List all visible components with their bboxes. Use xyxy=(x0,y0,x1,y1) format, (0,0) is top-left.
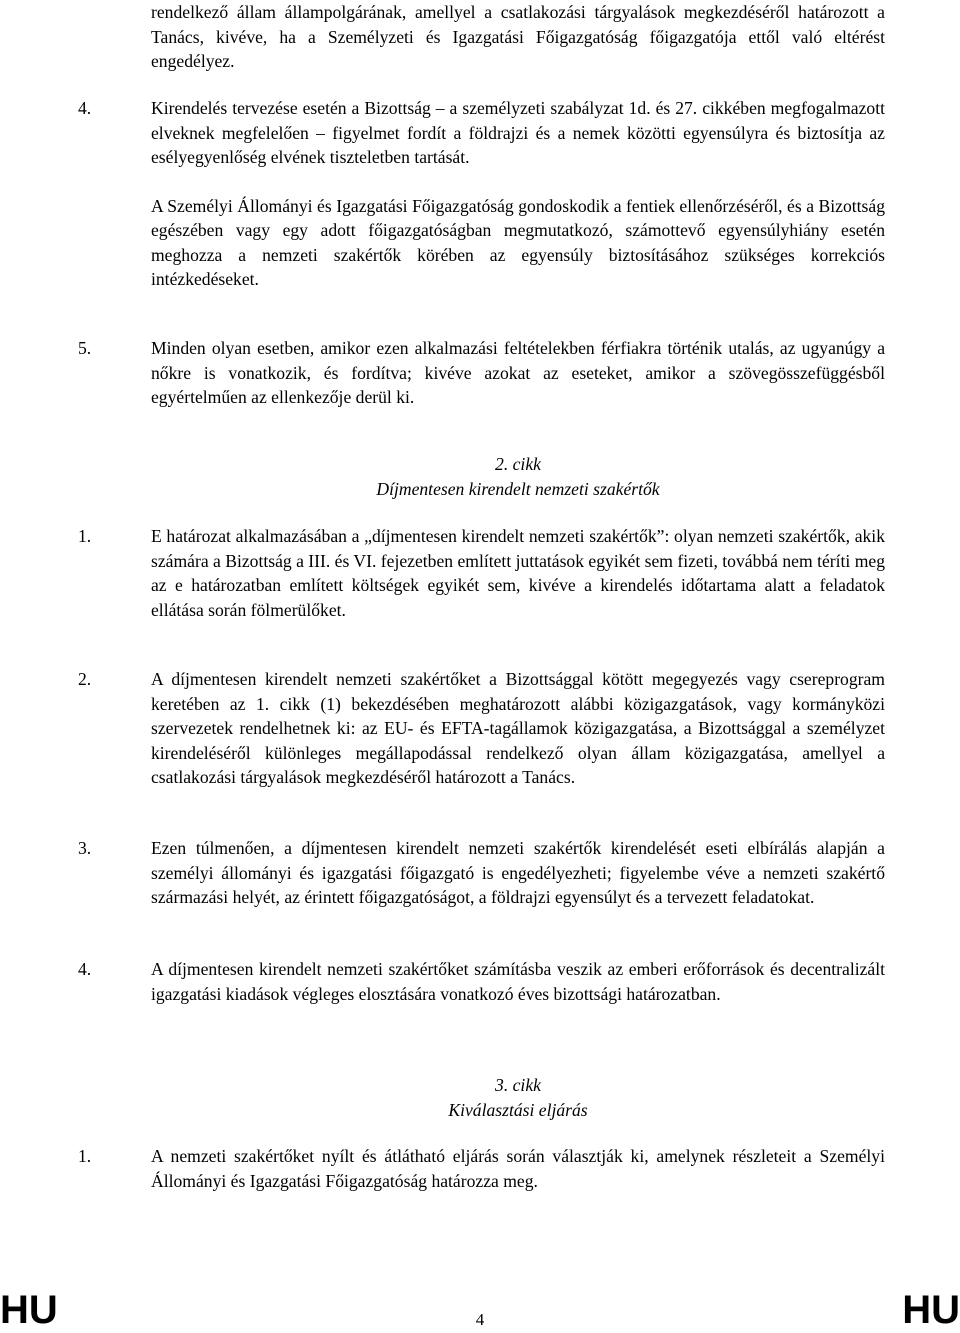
article2-point3 xyxy=(78,836,885,910)
article3-subtitle: Kiválasztási eljárás xyxy=(448,1099,588,1120)
article2-point4 xyxy=(78,957,885,1006)
article3-heading xyxy=(78,1073,885,1122)
article2-point2 xyxy=(78,667,885,790)
footer-language-right: HU xyxy=(902,1288,960,1332)
intro-text: rendelkező állam állampolgárának, amellyel a csatlakozási tárgyalások megkezdéséről határozott a Tanács, kivéve, ha a Személyzeti és Igazgatási Főigazgatóság főigazgatója ettől való eltérést engedélyez. xyxy=(151,2,885,71)
page-number: 4 xyxy=(475,1310,485,1329)
point-number: 2. xyxy=(78,669,92,689)
point-text: A nemzeti szakértőket nyílt és átlátható eljárás során választják ki, amelynek részleteit a Személyi Állományi és Igazgatási Főigazgatóság határozza meg. xyxy=(151,1146,885,1191)
article2-subtitle: Díjmentesen kirendelt nemzeti szakértők xyxy=(376,478,660,499)
intro-paragraph xyxy=(78,0,885,74)
article2-point1 xyxy=(78,524,885,622)
point-text: A díjmentesen kirendelt nemzeti szakértőket a Bizottsággal kötött megegyezés vagy csereprogram keretében az 1. cikk (1) bekezdésében meghatározott alábbi közigazgatások, vagy kormányközi szervezetek rendelhetnek ki: az EU- és EFTA-tagállamok közigazgatása, a Bizottsággal a személyzet kirendeléséről különleges megállapodással rendelkező olyan állam közigazgatása, amellyel a csatlakozási tárgyalások megkezdéséről határozott a Tanács. xyxy=(151,669,885,787)
point-number: 5. xyxy=(78,338,92,358)
article3-title: 3. cikk xyxy=(495,1075,541,1095)
footer-language-left: HU xyxy=(0,1288,58,1332)
point-number: 3. xyxy=(78,838,92,858)
point-number: 1. xyxy=(78,1146,92,1166)
article3-point1 xyxy=(78,1144,885,1193)
point-text: Ezen túlmenően, a díjmentesen kirendelt nemzeti szakértők kirendelését eseti elbírálás alapján a személyi állományi és igazgatási főigazgató is engedélyezheti; figyelembe véve a nemzeti szakértő származási helyét, az érintett főigazgatóságot, a földrajzi egyensúlyt és a tervezett feladatokat. xyxy=(151,838,885,907)
point-number: 4. xyxy=(78,959,92,979)
point-text-continued: A Személyi Állományi és Igazgatási Főigazgatóság gondoskodik a fentiek ellenőrzéséről, és a Bizottság egészében vagy egy adott főigazgatóságban megmutatkozó, számottevő egyensúlyhiány esetén meghozza a nemzeti szakértők körében az egyensúly biztosításához szükséges korrekciós intézkedéseket. xyxy=(151,195,885,289)
point-number: 4. xyxy=(78,98,92,118)
point-text: Kirendelés tervezése esetén a Bizottság – a személyzeti szabályzat 1d. és 27. cikkében megfogalmazott elveknek megfelelően – figyelmet fordít a földrajzi és a nemek közötti egyensúlyra és biztosítja az esélyegyenlőség elvének tiszteletben tartását. xyxy=(151,98,885,167)
point-text: Minden olyan esetben, amikor ezen alkalmazási feltételekben férfiakra történik utalás, az ugyanúgy a nőkre is vonatkozik, és fordítva; kivéve azokat az eseteket, amikor a szövegösszefüggésből egyértelműen az ellenkezője derül ki. xyxy=(151,338,885,407)
article1-point5 xyxy=(78,336,885,410)
point-text: A díjmentesen kirendelt nemzeti szakértőket számításba veszik az emberi erőforrások és decentralizált igazgatási kiadások végleges elosztására vonatkozó éves bizottsági határozatban. xyxy=(151,959,885,1004)
point-number: 1. xyxy=(78,526,92,546)
point-text: E határozat alkalmazásában a „díjmentesen kirendelt nemzeti szakértők”: olyan nemzeti szakértők, akik számára a Bizottság a III. és VI. fejezetben említett juttatások egyikét sem fizeti, továbbá nem téríti meg az e határozatban említett költségek egyikét sem, kivéve a kirendelés időtartama alatt a feladatok ellátása során fölmerülőket. xyxy=(151,526,885,620)
article1-point4 xyxy=(78,96,885,292)
article2-heading xyxy=(78,452,885,501)
article2-title: 2. cikk xyxy=(495,454,541,474)
